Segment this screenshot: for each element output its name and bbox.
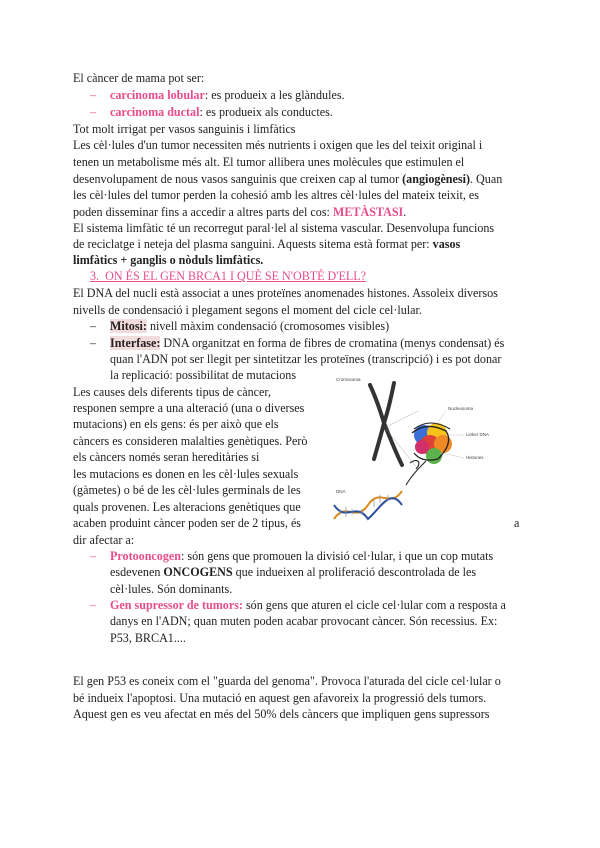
section-heading bbox=[90, 268, 366, 285]
oncogens-term: ONCOGENS bbox=[163, 565, 233, 579]
label-dna: DNA bbox=[336, 489, 346, 494]
dna-helix-icon bbox=[334, 491, 402, 519]
protooncogen-term: Protooncogen bbox=[110, 549, 181, 563]
interfase-term: Interfase: bbox=[110, 336, 161, 350]
linker-dna-icon bbox=[406, 461, 426, 485]
section-number: 3. bbox=[90, 269, 100, 283]
list-item-protooncogen: Protooncogen: són gens que promouen la divisió cel·lular, i que un cop mutats bbox=[110, 549, 494, 563]
list-item: carcinoma lobular: es produeix a les glàndules. bbox=[110, 88, 345, 102]
list-dash: – bbox=[90, 598, 97, 612]
mitosi-term: Mitosi: bbox=[110, 319, 147, 333]
label-histones: Histones bbox=[466, 455, 484, 460]
list-dash: – bbox=[90, 319, 97, 333]
list-dash: – bbox=[90, 88, 97, 102]
list-dash: – bbox=[90, 105, 97, 119]
intro-title: El càncer de mama pot ser: bbox=[73, 71, 205, 85]
list-item-supressor: Gen supressor de tumors: són gens que aturen el cicle cel·lular com a resposta a bbox=[110, 598, 506, 612]
label-linker-dna: Linker DNA bbox=[466, 432, 490, 437]
label-nucleosome: Nucleosoma bbox=[448, 406, 474, 411]
section-title: ON ÉS EL GEN BRCA1 I QUÈ SE N'OBTÉ D'ELL? bbox=[105, 269, 367, 283]
list-item: carcinoma ductal: es produeix als conductes. bbox=[110, 105, 333, 119]
term-carcinoma-lobular: carcinoma lobular bbox=[110, 88, 205, 102]
list-item-mitosi: Mitosi: nivell màxim condensació (cromosomes visibles) bbox=[110, 319, 390, 333]
list-item-interfase: Interfase: DNA organitzat en forma de fibres de cromatina (menys condensat) és bbox=[110, 336, 505, 350]
list-dash: – bbox=[90, 336, 97, 350]
document-page: El càncer de mama pot ser: – carcinoma lobular: es produeix a les glàndules. – carcinoma ductal: es produeix als conductes. Tot molt irrigat per vasos sanguinis i limfàtics Les cèl·lules d'un tumor necessiten més nutrients i oxigen que les del teixit original i tenen un metabolisme més alt. El tumor allibera unes molècules que estimulen el desenvolupament de nous vasos sanguinis que creixen cap al tumor (angiogènesi). Quan les cèl·lules del tumor perden la cohesió amb les altres cèl·lules del mateix teixit, es poden disseminar fins a accedir a altres parts del cos: METÀSTASI. El sistema limfàtic té un recorregut paral·lel al sistema vascular. Desenvolupa funcions de reciclatge i neteja del plasma sanguini. Aquests sitema està format per: vasos limfàtics + ganglis o nòduls limfàtics. 3. ON ÉS EL GEN BRCA1 I QUÈ SE N'OBTÉ D'ELL? El DNA del nucli està associat a unes proteïnes anomenades histones. Assoleix diversos nivells de condensació i plegament segons el moment del cicle cel·lular. – Mitosi: nivell màxim condensació (cromosomes visibles) – Interfase: DNA organitzat en forma de fibres de cromatina (menys condensat) és quan l'ADN pot ser llegit per sintetitzar les proteïnes (transcripció) i es pot donar la replicació: possibilitat de mutacions Les causes dels diferents tipus de càncer, responen sempre a una alteració (una o diverses mutacions) en els gens: és per això que els càncers es consideren malalties genètiques. Però els càncers només seran hereditàries si les mutacions es donen en les cèl·lules sexuals (gàmetes) o bé de les cèl·lules germinals de les quals provenen. Les alteracions genètiques que acaben produint càncer poden ser de 2 tipus, és a dir afectar a: Cromosoma Nucleosoma Linker DNA Histones DNA – Protooncogen: són gens que promouen la divisió cel·lular, i que un cop mutats esdevenen ONCOGENS que indueixen al proliferació descontrolada de les cèl·lules. Són dominants. – Gen supressor de tumors: són gens que aturen el cicle cel·lular com a resposta a danys en l'ADN; quan muten poden acabar provocant càncer. Són recessius. Ex: P53, BRCA1.... El gen P53 es coneix com el "guarda del genoma". Provoca l'aturada del cicle cel·lular o bé indueix l'apoptosi. Una mutació en aquest gen afavoreix la progressió dels tumors. Aquest gen es veu afectat en més del 50% dels càncers que impliquen gens supressors bbox=[0, 0, 600, 848]
zoom-line bbox=[386, 411, 418, 427]
label-chromosome: Cromosoma bbox=[336, 377, 361, 382]
chromatin-figure bbox=[326, 373, 526, 523]
term-carcinoma-ductal: carcinoma ductal bbox=[110, 105, 200, 119]
list-dash: – bbox=[90, 549, 97, 563]
angiogenesi-term: (angiogènesi) bbox=[402, 172, 470, 186]
vascular-line: Tot molt irrigat per vasos sanguinis i limfàtics bbox=[73, 122, 296, 136]
chromosome-icon bbox=[370, 383, 402, 465]
trailing-a: a bbox=[514, 516, 520, 530]
nucleosome-icon bbox=[412, 423, 452, 464]
metastasi-term: METÀSTASI bbox=[332, 205, 404, 219]
gen-supressor-term: Gen supressor de tumors: bbox=[110, 598, 243, 612]
